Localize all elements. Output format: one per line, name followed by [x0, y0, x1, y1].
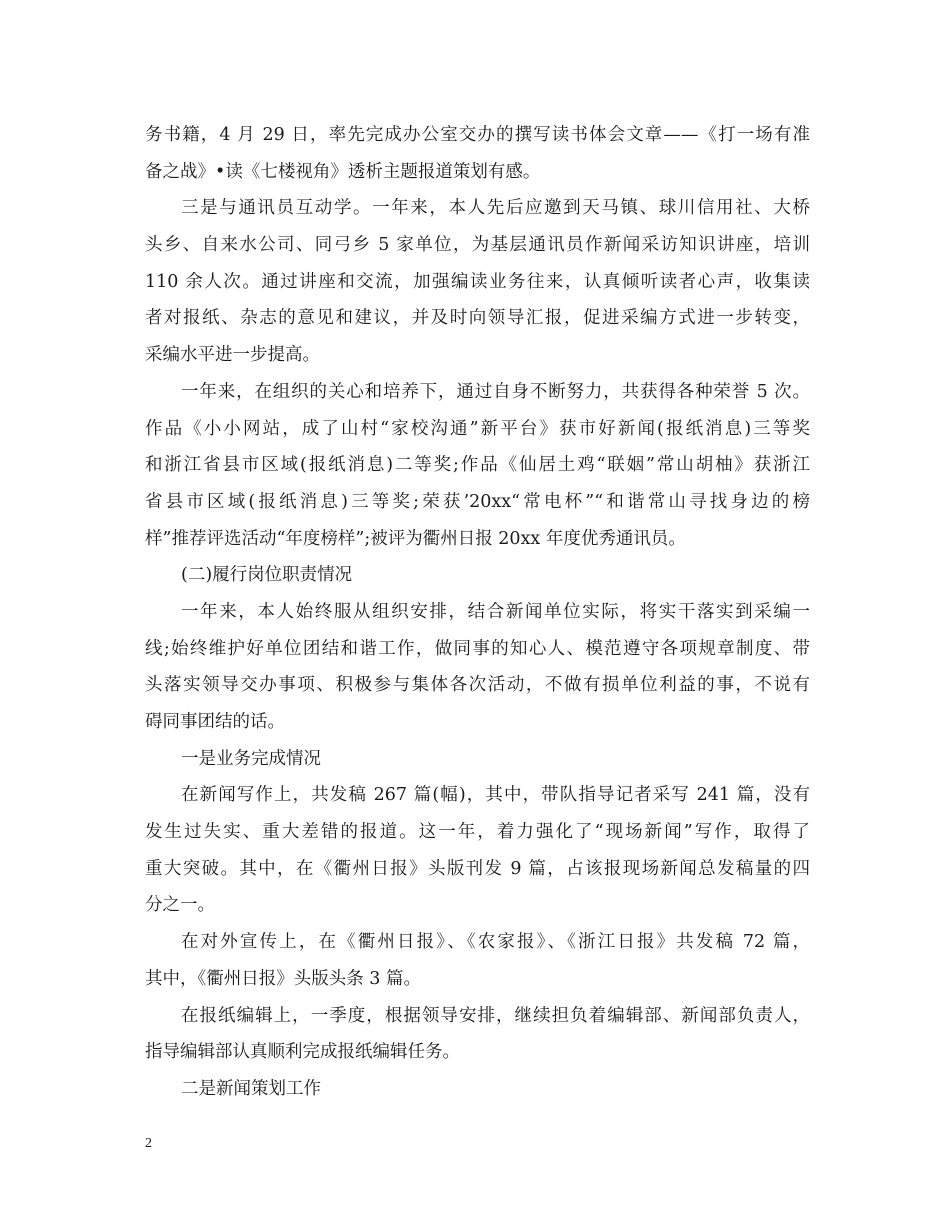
text-line: 一是业务完成情况 [181, 748, 321, 769]
text-line: 采编水平进一步提高。 [145, 345, 320, 366]
text-line: 一年来，本人始终服从组织安排，结合新闻单位实际，将实干落实到采编一 [181, 601, 810, 622]
paragraph [145, 374, 810, 557]
text-line: 指导编辑部认真顺利完成报纸编辑任务。 [145, 1042, 460, 1063]
paragraph [145, 998, 810, 1071]
text-line: 在新闻写作上，共发稿 267 篇(幅)，其中，带队指导记者采写 241 篇，没有 [181, 785, 810, 806]
text-line: 省县市区域(报纸消息)三等奖;荣获’20xx“常电杯”“和谐常山寻找身边的榜 [145, 491, 810, 512]
text-line: (二)履行岗位职责情况 [181, 565, 353, 586]
section-heading [145, 741, 810, 778]
text-line: 110 余人次。通过讲座和交流，加强编读业务往来，认真倾听读者心声，收集读 [145, 271, 810, 292]
section-heading [145, 557, 810, 594]
paragraph [145, 924, 810, 997]
text-line: 线;始终维护好单位团结和谐工作，做同事的知心人、模范遵守各项规章制度、带 [145, 638, 810, 659]
text-line: 备之战》•读《七楼视角》透析主题报道策划有感。 [145, 161, 541, 182]
text-line: 一年来，在组织的关心和培养下，通过自身不断努力，共获得各种荣誉 5 次。 [181, 381, 810, 402]
text-line: 分之一。 [145, 895, 215, 916]
section-heading [145, 1071, 810, 1108]
text-line: 务书籍，4 月 29 日，率先完成办公室交办的撰写读书体会文章——《打一场有准 [145, 125, 810, 145]
text-line: 者对报纸、杂志的意见和建议，并及时向领导汇报，促进采编方式进一步转变， [145, 308, 810, 329]
text-line: 三是与通讯员互动学。一年来，本人先后应邀到天马镇、球川信用社、大桥 [181, 198, 810, 219]
text-line: 重大突破。其中，在《衢州日报》头版刊发 9 篇，占该报现场新闻总发稿量的四 [145, 858, 810, 879]
paragraph [145, 190, 810, 373]
text-line: 发生过失实、重大差错的报道。这一年，着力强化了“现场新闻”写作，取得了 [145, 822, 810, 843]
paragraph [145, 777, 810, 924]
text-line: 其中，《衢州日报》头版头条 3 篇。 [145, 968, 422, 989]
text-line: 在报纸编辑上，一季度，根据领导安排，继续担负着编辑部、新闻部负责人， [181, 1005, 810, 1026]
text-line: 二是新闻策划工作 [181, 1078, 321, 1099]
text-line: 头落实领导交办事项、积极参与集体各次活动，不做有损单位利益的事，不说有 [145, 675, 810, 696]
text-line: 在对外宣传上，在《衢州日报》、《农家报》、《浙江日报》共发稿 72 篇， [181, 932, 810, 953]
page-number: 2 [145, 1136, 152, 1151]
document-body [145, 117, 810, 1108]
paragraph [145, 594, 810, 741]
text-line: 样”推荐评选活动“年度榜样”;被评为衢州日报 20xx 年度优秀通讯员。 [145, 528, 686, 549]
text-line: 和浙江省县市区域(报纸消息)二等奖;作品《仙居土鸡“联姻”常山胡柚》获浙江 [145, 455, 810, 476]
text-line: 作品《小小网站，成了山村“家校沟通”新平台》获市好新闻(报纸消息)三等奖 [145, 418, 810, 439]
text-line: 头乡、自来水公司、同弓乡 5 家单位，为基层通讯员作新闻采访知识讲座，培训 [145, 235, 810, 256]
text-line: 碍同事团结的话。 [145, 712, 285, 732]
paragraph [145, 117, 810, 190]
